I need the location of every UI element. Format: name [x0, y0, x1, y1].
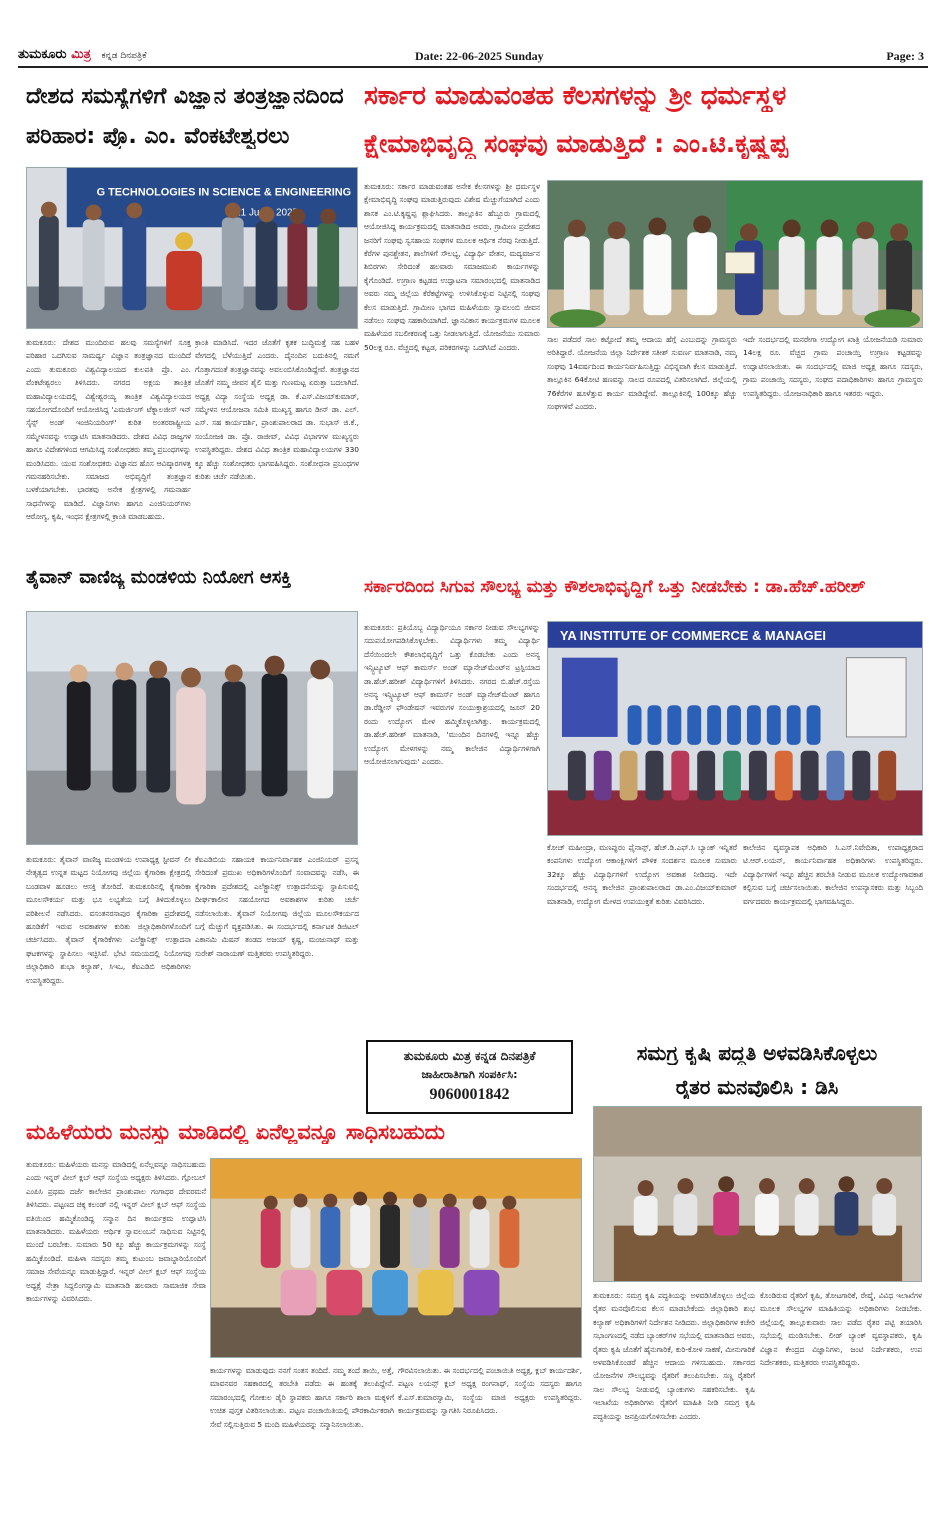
paper-name-a: ತುಮಕೂರು	[18, 47, 67, 62]
paper-tagline: ಕನ್ನಡ ದಿನಪತ್ರಿಕೆ	[101, 51, 147, 61]
taiwan-delegation-photo	[26, 611, 358, 845]
farming-body-right: ಕೊಂಡಿರುವ ರೈತರಿಗೆ ಕೃಷಿ, ತೋಟಗಾರಿಕೆ, ರೇಷ್ಮೆ, ವಿವಿಧ ಇಲಾಖೆಗಳ ಮೂಲಕ ಸೌಲಭ್ಯಗಳ ಮಾಹಿತಿಯನ್ನು ಅಧಿಕಾರಿಗಳು ನೀಡಬೇಕು. ಜಿಲ್ಲೆಯಲ್ಲಿ ತಾಲ್ಲೂಕುವಾರು ಸಾಲ ಪಡೆದ ರೈತರ ಪಟ್ಟಿ ತಯಾರಿಸಿ ಸಭೆಯಲ್ಲಿ ಮಂಡಿಸಬೇಕು. ಲೀಡ್ ಬ್ಯಾಂಕ್ ವ್ಯವಸ್ಥಾಪಕರು, ಕೃಷಿ ವಿಜ್ಞಾನ ಕೇಂದ್ರದ ವಿಜ್ಞಾನಿಗಳು, ಜಂಟಿ ನಿರ್ದೇಶಕರು, ಉಪ ನಿರ್ದೇಶಕರು, ಮತ್ತಿತರರು ಉಪಸ್ಥಿತರಿದ್ದರು.	[760, 1291, 922, 1368]
women-body-mid: ಕಾರ್ಯಗಳನ್ನು ಮಾಡುವುದು ನನಗೆ ಸಂತಸ ತಂದಿದೆ. ನಮ್ಮ ತಂದೆ ತಾಯಿ, ಅತ್ತೆ, ಮಾವನವರ ಸಹಕಾರದಲ್ಲಿ ತರಬೇತಿ ಪಡೆದು ಈ ಹಂತಕ್ಕೆ ತಲುಪಿದ್ದೇನೆ. ಸಮಾರಂಭದಲ್ಲಿ ಗೋಕುಲ ಡೈರಿ ಸ್ಥಾಪಕರು ಹಾಗೂ ಸರ್ಕಾರಿ ಶಾಲಾ ಮಕ್ಕಳಿಗೆ ಉಚಿತ ಪುಸ್ತಕ ವಿತರಿಸಲಾಯಿತು. ಪಟ್ಟಣ ಪಂಚಾಯಿತಿಯಲ್ಲಿ ಪೌರಕಾರ್ಮಿಕರಾಗಿ ಸೇವೆ ಸಲ್ಲಿಸುತ್ತಿರುವ 5 ಮಂದಿ ಮಹಿಳೆಯರನ್ನು ಸನ್ಮಾನಿಸಲಾಯಿತು.	[210, 1366, 394, 1429]
farming-headline-1: ಸಮಗ್ರ ಕೃಷಿ ಪದ್ಧತಿ ಅಳವಡಿಸಿಕೊಳ್ಳಲು	[636, 1042, 878, 1065]
taiwan-body-left: ತುಮಕೂರು: ತೈವಾನ್ ವಾಣಿಜ್ಯ ಮಂಡಳಿಯ ಉಪಾಧ್ಯಕ್ಷ ಸ್ಟೀವನ್ ಲೀ ನೇತೃತ್ವದ ಉನ್ನತ ಮಟ್ಟದ ನಿಯೋಗವು ಜಿಲ್ಲೆಯ ಕೈಗಾರಿಕಾ ಕ್ಷೇತ್ರದಲ್ಲಿ ಬಂಡವಾಳ ಹೂಡಲು ಆಸಕ್ತಿ ತೋರಿದೆ. ತುಮಕೂರಿನಲ್ಲಿ ಕೈಗಾರಿಕಾ ಮೂಲಸೌಕರ್ಯ ಮತ್ತು ಭೂ ಲಭ್ಯತೆಯ ಬಗ್ಗೆ ತಿಳಿದುಕೊಳ್ಳಲು ಪರಿಶೀಲನೆ ನಡೆಸಿದರು. ವಸಂತನರಸಾಪುರ ಕೈಗಾರಿಕಾ ಪ್ರದೇಶದಲ್ಲಿ ಹೂಡಿಕೆಗೆ ಇರುವ ಅವಕಾಶಗಳ ಕುರಿತು ಜಿಲ್ಲಾಧಿಕಾರಿಗಳೊಂದಿಗೆ ಚರ್ಚಿಸಿದರು. ತೈವಾನ್ ಕೈಗಾರಿಕೆಗಳು ಎಲೆಕ್ಟ್ರಾನಿಕ್ಸ್ ಉತ್ಪಾದನಾ ಘಟಕಗಳನ್ನು ಸ್ಥಾಪಿಸಲು ಇಚ್ಛಿಸಿವೆ. ಭೇಟಿ ಸಮಯದಲ್ಲಿ ನಿಯೋಗವು ಜಿಲ್ಲಾಧಿಕಾರಿ ಶುಭಾ ಕಲ್ಯಾಣ್, ಸಿಇಒ, ಕೆಐಎಡಿಬಿ ಅಧಿಕಾರಿಗಳು ಉಪಸ್ಥಿತರಿದ್ದರು.	[26, 855, 191, 985]
science-banner-date: 21 2025	[235, 207, 299, 219]
ad-line-1: ತುಮಕೂರು ಮಿತ್ರ ಕನ್ನಡ ದಿನಪತ್ರಿಕೆ	[403, 1049, 536, 1063]
science-banner-text: G TECHNOLOGIES IN SCIENCE & ENGINEERING	[96, 186, 352, 199]
dharmasthala-body-left: ಸಾಲ ಪಡೆದರೆ ಸಾಲ ಕಟ್ಟೋದೆ ತಮ್ಮ ಆದಾಯ ಹೆಗ್ಗೆ ಎಂಬುದನ್ನು ಗ್ರಾಮಸ್ಥರು ಅರಿತಿದ್ದಾರೆ. ಯೋಜನೆಯ ಜಿಲ್ಲಾ ನಿರ್ದೇಶಕ ಸತೀಶ್ ಸುವರ್ಣ ಮಾತನಾಡಿ, ನಮ್ಮ ಸಂಘವು 14ವರ್ಷದಿಂದ ಕಾರ್ಯನಿರ್ವಹಿಸುತ್ತಿದ್ದು ವಿಭಿನ್ನವಾಗಿ ಕೆಲಸ ಮಾಡುತ್ತಿದೆ. ತಾಲ್ಲೂಕಿನ 64ಕೋಟಿ ಹಣವನ್ನು ಸಾಲದ ರೂಪದಲ್ಲಿ ವಿತರಿಸಲಾಗಿದೆ. ಜಿಲ್ಲೆಯಲ್ಲಿ 76ಕೆರೆಗಳ ಹೂಳೆತ್ತುವ ಕಾರ್ಯ ಮಾಡಿದ್ದೇವೆ. ತಾಲ್ಲೂಕಿನಲ್ಲಿ 100ಕ್ಕೂ ಹೆಚ್ಚು ಸಂಘಗಳಿವೆ ಎಂದರು.	[547, 335, 737, 412]
farming-meeting-photo	[593, 1106, 922, 1282]
taiwan-body-right: ಕೆಐಎಡಿಬಿಯ ಸಹಾಯಕ ಕಾರ್ಯನಿರ್ವಾಹಕ ಎಂಜಿನಿಯರ್ ಪ್ರಸನ್ನ ಸೇರಿದಂತೆ ಪ್ರಮುಖ ಅಧಿಕಾರಿಗಳೊಂದಿಗೆ ಸಂವಾದವನ್ನು ನಡೆಸಿ, ಈ ಕೈಗಾರಿಕಾ ಪ್ರದೇಶದಲ್ಲಿ ಎಲೆಕ್ಟ್ರಾನಿಕ್ಸ್ ಉತ್ಪಾದನೆಯನ್ನು ಸ್ಥಾಪಿಸುವಲ್ಲಿ ದೀರ್ಘಕಾಲೀನ ಸಹಯೋಗದ ಅವಕಾಶಗಳ ಕುರಿತು ಚರ್ಚೆ ನಡೆಸಲಾಯಿತು. ತೈವಾನ್ ನಿಯೋಗವು ಜಿಲ್ಲೆಯ ಮೂಲಸೌಕರ್ಯದ ಬಗ್ಗೆ ಮೆಚ್ಚುಗೆ ವ್ಯಕ್ತಪಡಿಸಿತು. ಈ ಸಂದರ್ಭದಲ್ಲಿ ಕರ್ನಾಟಕ ಡಿಜಿಟಲ್ ಎಕಾನಮಿ ಮಿಷನ್ ತಂಡದ ಅಜಯ್ ಕೃಷ್ಣ, ಮಂಜುನಾಥ್ ಮತ್ತು ಸುರೇಶ್ ನಾರಾಯಣ್ ಮತ್ತಿತರರು ಉಪಸ್ಥಿತರಿದ್ದರು.	[195, 855, 359, 958]
paper-name-b: ಮಿತ್ರ	[71, 47, 91, 62]
paper-name	[18, 47, 147, 62]
science-conference-photo	[26, 167, 358, 329]
page-number: Page: 3	[886, 49, 924, 63]
skill-body-right: ಕಾಲೇಜಿನ ವ್ಯವಸ್ಥಾಪಕ ಅಧಿಕಾರಿ ಸಿ.ಎಸ್.ನಿವೇದಿತಾ, ಉಪಾಧ್ಯಕ್ಷರಾದ ಟಿ.ಆರ್.ಲಯನ್, ಕಾರ್ಯನಿರ್ವಾಹಕ ಅಧಿಕಾರಿಗಳು ಉಪಸ್ಥಿತರಿದ್ದರು. ವಿದ್ಯಾರ್ಥಿಗಳಿಗೆ ಇನ್ನೂ ಹೆಚ್ಚಿನ ತರಬೇತಿ ನೀಡುವ ಮೂಲಕ ಉದ್ಯೋಗಾವಕಾಶ ಕಲ್ಪಿಸುವ ಬಗ್ಗೆ ಚರ್ಚಿಸಲಾಯಿತು. ಕಾಲೇಜಿನ ಉಪನ್ಯಾಸಕರು ಮತ್ತು ಸಿಬ್ಬಂದಿ ವರ್ಗದವರು ಕಾರ್ಯಕ್ರಮದಲ್ಲಿ ಭಾಗವಹಿಸಿದ್ದರು.	[743, 843, 923, 906]
dharmasthala-body-right: ಇದೇ ಸಂದರ್ಭದಲ್ಲಿ ಮನರೇಗಾ ಉದ್ಯೋಗ ಖಾತ್ರಿ ಯೋಜನೆಯಡಿ ಸುಮಾರು 14ಲಕ್ಷ ರೂ. ವೆಚ್ಚದ ಗ್ರಾಮ ಪಂಚಾಯ್ತಿ ಉಗ್ರಾಣ ಕಟ್ಟಡವನ್ನು ಉದ್ಘಾಟಿಸಲಾಯಿತು. ಈ ಸಂದರ್ಭದಲ್ಲಿ ಮಾಜಿ ಅಧ್ಯಕ್ಷ ಹಾಗೂ ಸದಸ್ಯರು, ಗ್ರಾಮ ಪಂಚಾಯ್ತಿ ಸದಸ್ಯರು, ಸಂಘದ ಪದಾಧಿಕಾರಿಗಳು ಹಾಗೂ ಗ್ರಾಮಸ್ಥರು ಉಪಸ್ಥಿತರಿದ್ದರು. ಯೋಜನಾಧಿಕಾರಿ ಹಾಗೂ ಇತರರು ಇದ್ದರು.	[743, 335, 923, 398]
farming-body-left: ತುಮಕೂರು: ಸಮಗ್ರ ಕೃಷಿ ಪದ್ಧತಿಯನ್ನು ಅಳವಡಿಸಿಕೊಳ್ಳಲು ಜಿಲ್ಲೆಯ ರೈತರ ಮನವೊಲಿಸುವ ಕೆಲಸ ಮಾಡಬೇಕೆಂದು ಜಿಲ್ಲಾಧಿಕಾರಿ ಶುಭ ಕಲ್ಯಾಣ್ ಅಧಿಕಾರಿಗಳಿಗೆ ನಿರ್ದೇಶನ ನೀಡಿದರು. ಜಿಲ್ಲಾಧಿಕಾರಿಗಳ ಕಚೇರಿ ಸಭಾಂಗಣದಲ್ಲಿ ನಡೆದ ಬ್ಯಾಂಕರ್‌ಗಳ ಸಭೆಯಲ್ಲಿ ಮಾತನಾಡಿದ ಅವರು, ರೈತರು ಕೃಷಿ ಜೊತೆಗೆ ಹೈನುಗಾರಿಕೆ, ಕುರಿ-ಕೋಳಿ ಸಾಕಣೆ, ಮೀನುಗಾರಿಕೆ ಅಳವಡಿಸಿಕೊಂಡರೆ ಹೆಚ್ಚಿನ ಆದಾಯ ಗಳಿಸಬಹುದು. ಸರ್ಕಾರದ ಯೋಜನೆಗಳ ಸೌಲಭ್ಯವನ್ನು ರೈತರಿಗೆ ತಲುಪಿಸಬೇಕು. ಸಣ್ಣ ರೈತರಿಗೆ ಸಾಲ ಸೌಲಭ್ಯ ನೀಡುವಲ್ಲಿ ಬ್ಯಾಂಕುಗಳು ಸಹಕರಿಸಬೇಕು. ಕೃಷಿ ಇಲಾಖೆಯ ಅಧಿಕಾರಿಗಳು ರೈತರಿಗೆ ಮಾಹಿತಿ ನೀಡಿ ಸಮಗ್ರ ಕೃಷಿ ಪದ್ಧತಿಯನ್ನು ಜನಪ್ರಿಯಗೊಳಿಸಬೇಕು ಎಂದರು.	[593, 1291, 755, 1421]
women-felicitation-photo	[210, 1158, 582, 1358]
ad-line-2: ಜಾಹೀರಾತಿಗಾಗಿ ಸಂಪರ್ಕಿಸಿ:	[421, 1068, 518, 1081]
women-body-left: ತುಮಕೂರು: ಮಹಿಳೆಯರು ಮನಸ್ಸು ಮಾಡಿದಲ್ಲಿ ಏನೆಲ್ಲವನ್ನೂ ಸಾಧಿಸಬಹುದು ಎಂದು ಇನ್ನರ್ ವೀಲ್ ಕ್ಲಬ್ ಆಫ್ ಸಂಸ್ಥೆಯ ಅಧ್ಯಕ್ಷರು ತಿಳಿಸಿದರು. ಗ್ಲೋಬಲ್ ಎಂಪಿಸಿ ಪ್ರಥಮ ದರ್ಜೆ ಕಾಲೇಜಿನ ಪ್ರಾಂಶುಪಾಲ ಗಂಗಾಧರ ದೇವರಮನೆ ತಿಳಿಸಿದರು. ಪಟ್ಟಣದ ಚಿಕ್ಕ ಕಲಂಡ್ ನಲ್ಲಿ ಇನ್ನರ್ ವೀಲ್ ಕ್ಲಬ್ ಆಫ್ ಸಂಸ್ಥೆಯ ವತಿಯಿಂದ ಹಮ್ಮಿಕೊಂಡಿದ್ದ ಸನ್ಮಾನ ದಿನ ಕಾರ್ಯಕ್ರಮ ಉದ್ಘಾಟಿಸಿ ಮಾತನಾಡಿದರು. ಮಹಿಳೆಯರು ಆರ್ಥಿಕ ಸ್ವಾವಲಂಬನೆ ಸಾಧಿಸುವ ನಿಟ್ಟಿನಲ್ಲಿ ಮುಂದೆ ಬರಬೇಕು. ಸುಮಾರು 50 ಕ್ಕೂ ಹೆಚ್ಚು ಕಾರ್ಯಕ್ರಮಗಳನ್ನು ಸಂಸ್ಥೆ ಹಮ್ಮಿಕೊಂಡಿದೆ. ಮಹಿಳಾ ಸದಸ್ಯರು ತಮ್ಮ ಕುಟುಂಬ ಜವಾಬ್ದಾರಿಯೊಂದಿಗೆ ಸಮಾಜ ಸೇವೆಯನ್ನೂ ಮಾಡುತ್ತಿದ್ದಾರೆ. ಇನ್ನರ್ ವೀಲ್ ಕ್ಲಬ್ ಆಫ್ ಸಂಸ್ಥೆಯ ಅಧ್ಯಕ್ಷೆ ನೇತ್ರಾ ಸಿದ್ದಲಿಂಗಸ್ವಾಮಿ ಮಾತನಾಡಿ ಹಲವಾರು ಸಾಮಾಜಿಕ ಸೇವಾ ಕಾರ್ಯಗಳನ್ನು ವಿವರಿಸಿದರು.	[26, 1160, 206, 1304]
ad-phone-number: 9060001842	[429, 1086, 510, 1103]
skill-body-left: ಕೋಚ್ ಮಹೀಂದ್ರಾ, ಮಣಪ್ಪುರಂ ಫೈನಾನ್ಸ್, ಹೆಚ್.ಡಿ.ಎಫ್.ಸಿ ಬ್ಯಾಂಕ್ ಇನ್ನಿತರೆ ಕಂಪನಿಗಳು ಉದ್ಯೋಗ ಆಕಾಂಕ್ಷಿಗಳಿಗೆ ಪೌಳಿಕ ಸಂದರ್ಶನ ಮೂಲಕ ಸುಮಾರು 32ಕ್ಕೂ ಹೆಚ್ಚು ವಿದ್ಯಾರ್ಥಿಗಳಿಗೆ ಉದ್ಯೋಗ ಅವಕಾಶ ನೀಡಿದವು. ಇದೇ ಸಂದರ್ಭದಲ್ಲಿ ಅನನ್ಯ ಕಾಲೇಜಿನ ಪ್ರಾಂಶುಪಾಲರಾದ ಡಾ.ಎಂ.ವಿಜಯ್‌ಕುಮಾರ್ ಮಾತನಾಡಿ, ಉದ್ಯೋಗ ಮೇಳದ ಉಪಯುಕ್ತತೆ ಕುರಿತು ವಿವರಿಸಿದರು.	[547, 843, 737, 906]
taiwan-headline: ತೈವಾನ್ ವಾಣಿಜ್ಯ ಮಂಡಳಿಯ ನಿಯೋಗ ಆಸಕ್ತಿ	[26, 568, 292, 588]
women-headline: ಮಹಿಳೆಯರು ಮನಸ್ಸು ಮಾಡಿದಲ್ಲಿ ಏನೆಲ್ಲವನ್ನೂ ಸಾಧಿಸಬಹುದು	[26, 1120, 445, 1144]
skill-headline: ಸರ್ಕಾರದಿಂದ ಸಿಗುವ ಸೌಲಭ್ಯ ಮತ್ತು ಕೌಶಲಾಭಿವೃದ್ಧಿಗೆ ಒತ್ತು ನೀಡಬೇಕು : ಡಾ.ಹೆಚ್.ಹರೀಶ್	[364, 578, 866, 597]
skill-group-photo	[547, 621, 923, 836]
science-body-left: ತುಮಕೂರು: ದೇಶದ ಮುಂದಿರುವ ಹಲವು ಸಮಸ್ಯೆಗಳಿಗೆ ಸೂಕ್ತ ಪರಿಹಾರ ಒದಗಿಸುವ ಸಾಮರ್ಥ್ಯ ವಿಜ್ಞಾನ ತಂತ್ರಜ್ಞಾನದ ಮುಂದಿದೆ ಎಂದು ತುಮಕೂರು ವಿಶ್ವವಿದ್ಯಾಲಯದ ಕುಲಪತಿ ಪ್ರೊ. ಎಂ. ವೆಂಕಟೇಶ್ವರಲು ತಿಳಿಸಿದರು. ನಗರದ ಅಕ್ಷಯ ತಾಂತ್ರಿಕ ಮಹಾವಿದ್ಯಾಲಯದಲ್ಲಿ ವಿಶ್ವೇಶ್ವರಯ್ಯ ತಾಂತ್ರಿಕ ವಿಶ್ವವಿದ್ಯಾಲಯದ ಸಹಯೋಗದೊಂದಿಗೆ ಆಯೋಜಿಸಿದ್ದ 'ಎಮರ್ಜಿಂಗ್ ಟೆಕ್ನಾಲಜೀಸ್ ಇನ್ ಸೈನ್ಸ್ ಅಂಡ್ ಇಂಜಿನಿಯರಿಂಗ್' ಕುರಿತ ಅಂತರರಾಷ್ಟ್ರೀಯ ಸಮ್ಮೇಳನವನ್ನು ಉದ್ಘಾಟಿಸಿ ಮಾತನಾಡಿದರು. ದೇಶದ ವಿವಿಧ ರಾಜ್ಯಗಳ ಹಾಗೂ ವಿದೇಶಗಳಿಂದ ಆಗಮಿಸಿದ್ದ ಸಂಶೋಧಕರು ತಮ್ಮ ಪ್ರಬಂಧಗಳನ್ನು ಮಂಡಿಸಿದರು. ಯುವ ಸಂಶೋಧಕರು ವಿಜ್ಞಾನದ ಹೊಸ ಆವಿಷ್ಕಾರಗಳತ್ತ ಗಮನಹರಿಸಬೇಕು. ಸಮಾಜದ ಅಭಿವೃದ್ಧಿಗೆ ತಂತ್ರಜ್ಞಾನ ಬಳಕೆಯಾಗಬೇಕು. ಭಾರತವು ಅನೇಕ ಕ್ಷೇತ್ರಗಳಲ್ಲಿ ಗಮನಾರ್ಹ ಸಾಧನೆಗಳನ್ನು ಮಾಡಿದೆ. ವಿಜ್ಞಾನಿಗಳು ಹಾಗೂ ಎಂಜಿನಿಯರ್‌ಗಳು ಆರೋಗ್ಯ, ಕೃಷಿ, ಇಂಧನ ಕ್ಷೇತ್ರಗಳಲ್ಲಿ ಕ್ರಾಂತಿ ಮಾಡಬಹುದು.	[26, 338, 191, 522]
skill-banner-text: YA INSTITUTE OF COMMERCE & MANAGEI	[559, 627, 826, 643]
skill-body-top: ತುಮಕೂರು: ಪ್ರತಿಯೊಬ್ಬ ವಿದ್ಯಾರ್ಥಿಯೂ ಸರ್ಕಾರ ನೀಡುವ ಸೌಲಭ್ಯಗಳನ್ನು ಸದುಪಯೋಗಪಡಿಸಿಕೊಳ್ಳಬೇಕು. ವಿದ್ಯಾರ್ಥಿಗಳು ತಮ್ಮ ವಿದ್ಯಾರ್ಥಿ ದೆಸೆಯಿಂದಲೇ ಕೌಶಲಾಭಿವೃದ್ಧಿಗೆ ಒತ್ತು ಕೊಡಬೇಕು ಎಂದು ಅನನ್ಯ ಇನ್ಸ್ಟಿಟ್ಯೂಟ್ ಆಫ್ ಕಾಮರ್ಸ್ ಅಂಡ್ ಮ್ಯಾನೇಜ್‌ಮೆಂಟ್‌ನ ಟ್ರಸ್ಟಿಯಾದ ಡಾ.ಹೆಚ್.ಹರೀಶ್ ವಿದ್ಯಾರ್ಥಿಗಳಿಗೆ ತಿಳಿಸಿದರು. ನಗರದ ಬಿ.ಹೆಚ್.ರಸ್ತೆಯ ಅನನ್ಯ ಇನ್ಸ್ಟಿಟ್ಯೂಟ್ ಆಫ್ ಕಾಮರ್ಸ್ ಅಂಡ್ ಮ್ಯಾನೇಜ್‌ಮೆಂಟ್ ಹಾಗೂ ಡಾ.ರೆಡ್ಡೀಸ್ ಫೌಂಡೇಷನ್ ಇವರುಗಳ ಸಂಯುಕ್ತಾಶ್ರಯದಲ್ಲಿ ಜೂನ್ 20 ರಂದು ಉದ್ಯೋಗ ಮೇಳ ಹಮ್ಮಿಕೊಳ್ಳಲಾಗಿತ್ತು. ಕಾರ್ಯಕ್ರಮದಲ್ಲಿ ಡಾ.ಹೆಚ್.ಹರೀಶ್ ಮಾತನಾಡಿ, 'ಮುಂದಿನ ದಿನಗಳಲ್ಲಿ ಇನ್ನೂ ಹೆಚ್ಚು ಉದ್ಯೋಗ ಮೇಳಗಳನ್ನು ನಮ್ಮ ಕಾಲೇಜಿನ ವಿದ್ಯಾರ್ಥಿಗಳಿಗಾಗಿ ಆಯೋಜಿಸಲಾಗುವುದು' ಎಂದರು.	[364, 623, 540, 767]
farming-headline-2: ರೈತರ ಮನವೊಲಿಸಿ : ಡಿಸಿ	[675, 1076, 839, 1099]
women-body-right: ಗೌರವಿಸಲಾಯಿತು. ಈ ಸಂದರ್ಭದಲ್ಲಿ ಪಂಚಾಯಿತಿ ಅಧ್ಯಕ್ಷ, ಕ್ಲಬ್ ಕಾರ್ಯದರ್ಶಿ, ಪಟ್ಟಣ ಲಯನ್ಸ್ ಕ್ಲಬ್ ಅಧ್ಯಕ್ಷ ರಂಗನಾಥ್, ಸಂಸ್ಥೆಯ ಸದಸ್ಯರು ಹಾಗೂ ಕೆ.ಎಸ್.ಕುಮಾರಸ್ವಾಮಿ, ಸಂಸ್ಥೆಯ ಮಾಜಿ ಅಧ್ಯಕ್ಷರು ಉಪಸ್ಥಿತರಿದ್ದರು. ಕಾರ್ಯಕ್ರಮವನ್ನು ಸ್ವಾಗತಿಸಿ ನಿರೂಪಿಸಿದರು.	[398, 1366, 582, 1416]
dharmasthala-ceremony-photo	[547, 180, 923, 328]
dharmasthala-headline-1: ಸರ್ಕಾರ ಮಾಡುವಂತಹ ಕೆಲಸಗಳನ್ನು ಶ್ರೀ ಧರ್ಮಸ್ಥಳ	[364, 82, 787, 111]
issue-date: Date: 22-06-2025 Sunday	[415, 49, 544, 63]
advertisement-box	[366, 1040, 573, 1114]
dharmasthala-headline-2: ಕ್ಷೇಮಾಭಿವೃದ್ಧಿ ಸಂಘವು ಮಾಡುತ್ತಿದೆ : ಎಂ.ಟಿ.ಕೃಷ್ಣಪ್ಪ	[364, 130, 788, 158]
science-body-right: ಕ್ರಾಂತಿ ಮಾಡಿಸಿದೆ. ಇದರ ಜೊತೆಗೆ ಕೃತಕ ಬುದ್ಧಿಮತ್ತೆ ಸಹ ಬಹಳ ವೇಗದಲ್ಲಿ ಬೆಳೆಯುತ್ತಿದೆ ಎಂದರು. ದೈನಂದಿನ ಬದುಕಿನಲ್ಲಿ ನಮಗೆ ಗೊತ್ತಾಗದಂತೆ ತಂತ್ರಜ್ಞಾನವನ್ನು ಅವಲಂಬಿಸಿಕೊಂಡಿದ್ದೇವೆ. ತಂತ್ರಜ್ಞಾನದ ಜೊತೆಗೆ ನಮ್ಮ ಜೀವನ ಶೈಲಿ ಮತ್ತು ಗುಣಮಟ್ಟ ಏರುತ್ತಾ ಬದಲಾಗಿದೆ. ಅಧ್ಯಕ್ಷ ವಿದ್ಯಾ ಸಂಸ್ಥೆಯ ಅಧ್ಯಕ್ಷ ಡಾ. ಕೆ.ಎಸ್.ವಿಜಯ್‌ಕುಮಾರ್, ಸಮ್ಮೇಳನ ಆಯೋಜನಾ ಸಮಿತಿ ಮುಖ್ಯಸ್ಥ ಹಾಗೂ ಡೀನ್ ಡಾ. ಎಲ್. ಎಸ್. ಸಹ ಕಾರ್ಯದರ್ಶಿ, ಪ್ರಾಂಶುಪಾಲರಾದ ಡಾ. ಸುಭಾಸ್ ಜಿ.ಕೆ., ಸಂಯೋಜಕಿ ಡಾ. ಪ್ರೊ. ರಾಜೀವ್, ವಿವಿಧ ವಿಭಾಗಗಳ ಮುಖ್ಯಸ್ಥರು ಉಪಸ್ಥಿತರಿದ್ದರು. ದೇಶದ ವಿವಿಧ ತಾಂತ್ರಿಕ ಮಹಾವಿದ್ಯಾಲಯಗಳ 330 ಕ್ಕೂ ಹೆಚ್ಚು ಸಂಶೋಧಕರು ಭಾಗವಹಿಸಿದ್ದರು. ಸಂಶೋಧನಾ ಪ್ರಬಂಧಗಳ ಕುರಿತು ಚರ್ಚೆ ನಡೆಯಿತು.	[195, 338, 359, 482]
science-headline-2: ಪರಿಹಾರ: ಪ್ರೊ. ಎಂ. ವೆಂಕಟೇಶ್ವರಲು	[26, 124, 290, 149]
dharmasthala-body-top: ತುಮಕೂರು: ಸರ್ಕಾರ ಮಾಡುವಂತಹ ಅನೇಕ ಕೆಲಸಗಳನ್ನು ಶ್ರೀ ಧರ್ಮಸ್ಥಳ ಕ್ಷೇಮಾಭಿವೃದ್ಧಿ ಸಂಘವು ಮಾಡುತ್ತಿರುವುದು ವಿಶೇಷ ಮೆಚ್ಚುಗೆಯಾಗಿದೆ ಎಂದು ಶಾಸಕ ಎಂ.ಟಿ.ಕೃಷ್ಣಪ್ಪ ಶ್ಲಾಘಿಸಿದರು. ತಾಲ್ಲೂಕಿನ ಹೆಬ್ಬೂರು ಗ್ರಾಮದಲ್ಲಿ ಆಯೋಜಿಸಿದ್ದ ಕಾರ್ಯಕ್ರಮದಲ್ಲಿ ಮಾತನಾಡಿದ ಅವರು, ಗ್ರಾಮೀಣ ಪ್ರದೇಶದ ಜನರಿಗೆ ಸಂಘವು ಸ್ವಸಹಾಯ ಸಂಘಗಳ ಮೂಲಕ ಆರ್ಥಿಕ ನೆರವು ನೀಡುತ್ತಿದೆ. ಕೆರೆಗಳ ಪುನಶ್ಚೇತನ, ಶಾಲೆಗಳಿಗೆ ಸೌಲಭ್ಯ, ವಿದ್ಯಾರ್ಥಿ ವೇತನ, ಮದ್ಯವರ್ಜನ ಶಿಬಿರಗಳು ಸೇರಿದಂತೆ ಹಲವಾರು ಸಮಾಜಮುಖಿ ಕಾರ್ಯಗಳನ್ನು ಕೈಗೊಂಡಿದೆ. ಉಗ್ರಾಣ ಕಟ್ಟಡದ ಉದ್ಘಾಟನಾ ಸಮಾರಂಭದಲ್ಲಿ ಮಾತನಾಡಿದ ಅವರು ನಮ್ಮ ಜಿಲ್ಲೆಯ ಕೆರೆಕಟ್ಟೆಗಳನ್ನು ಉಳಿಸಿಕೊಳ್ಳುವ ನಿಟ್ಟಿನಲ್ಲಿ ಸಂಘವು ಕೆಲಸ ಮಾಡುತ್ತಿದೆ. ಗ್ರಾಮೀಣ ಭಾಗದ ಮಹಿಳೆಯರು ಸ್ವಾವಲಂಬಿ ಜೀವನ ನಡೆಸಲು ಸಂಘವು ಸಹಕಾರಿಯಾಗಿದೆ. ಜ್ಞಾನವಿಕಾಸ ಕಾರ್ಯಕ್ರಮಗಳ ಮೂಲಕ ಮಹಿಳೆಯರ ಸಬಲೀಕರಣಕ್ಕೆ ಒತ್ತು ನೀಡಲಾಗುತ್ತಿದೆ. ಯೋಜನೆಯು ಸುಮಾರು 50ಲಕ್ಷ ರೂ. ವೆಚ್ಚದಲ್ಲಿ ಕಟ್ಟಡ, ಪರಿಕರಗಳನ್ನು ಒದಗಿಸಿದೆ ಎಂದರು.	[364, 182, 540, 352]
masthead	[18, 46, 928, 68]
science-headline-1: ದೇಶದ ಸಮಸ್ಯೆಗಳಿಗೆ ವಿಜ್ಞಾನ ತಂತ್ರಜ್ಞಾನದಿಂದ	[26, 84, 344, 109]
